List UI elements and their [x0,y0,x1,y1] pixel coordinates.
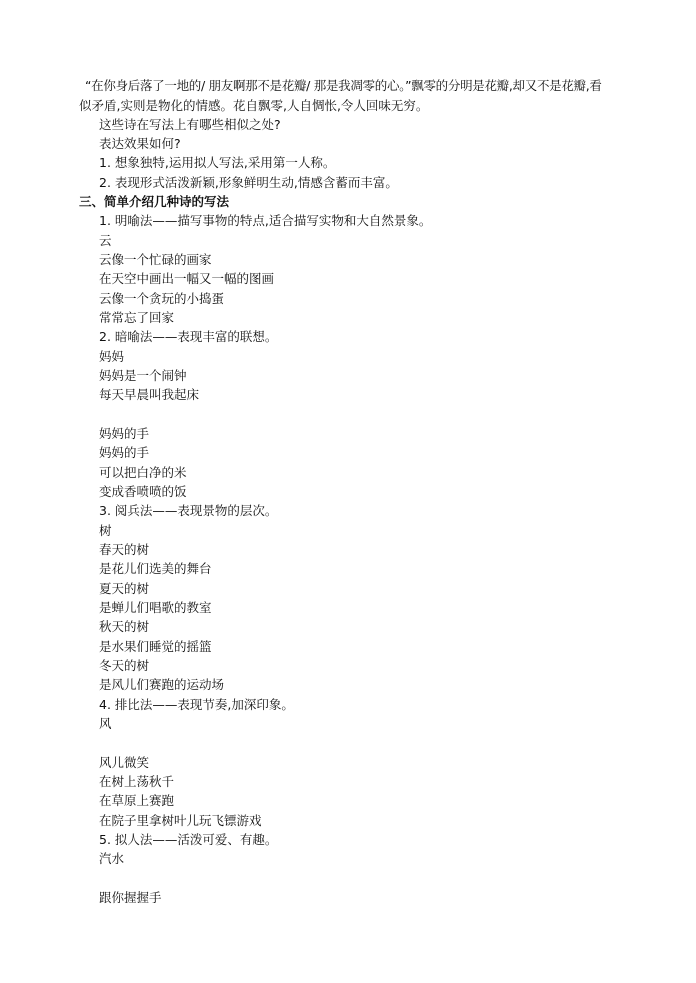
method-5-title: 5. 拟人法——活泼可爱、有趣。 [99,832,278,847]
poem-line: 秋天的树 [99,619,150,634]
poem-line: 是花儿们选美的舞台 [99,561,212,576]
poem-line: 在树上荡秋千 [99,774,175,789]
poem-line: 妈妈是一个闹钟 [99,368,187,383]
poem-line: 每天早晨叫我起床 [99,387,200,402]
poem-line: 在天空中画出一幅又一幅的图画 [99,271,275,286]
poem-line: 树 [99,523,112,538]
intro-line-1: “在你身后落了一地的/ 朋友啊那不是花瓣/ 那是我凋零的心。”飘零的分明是花瓣,却又不是花瓣,看 [85,78,602,93]
question-effect: 表达效果如何? [99,136,181,151]
method-2-title: 2. 暗喻法——表现丰富的联想。 [99,329,278,344]
poem-line: 妈妈的手 [99,445,150,460]
section-heading: 三、简单介绍几种诗的写法 [79,194,230,209]
method-3-title: 3. 阅兵法——表现景物的层次。 [99,503,278,518]
poem-line: 夏天的树 [99,581,150,596]
method-4-title: 4. 排比法——表现节奏,加深印象。 [99,697,294,712]
intro-line-2: 似矛盾,实则是物化的情感。花自飘零,人自惆怅,令人回味无穷。 [79,98,429,113]
poem-line: 风 [99,716,112,731]
question-similarity: 这些诗在写法上有哪些相似之处? [99,117,281,132]
method-1-title: 1. 明喻法——描写事物的特点,适合描写实物和大自然景象。 [99,213,432,228]
poem-line: 云像一个忙碌的画家 [99,252,212,267]
poem-line: 在院子里拿树叶儿玩飞镖游戏 [99,813,262,828]
poem-line: 是水果们睡觉的摇篮 [99,639,212,654]
poem-line: 跟你握握手 [99,890,162,905]
poem-line: 可以把白净的米 [99,465,187,480]
poem-line: 春天的树 [99,542,150,557]
poem-line: 云像一个贪玩的小捣蛋 [99,291,225,306]
poem-line: 妈妈 [99,349,125,364]
poem-line: 冬天的树 [99,658,150,673]
answer-point-1: 1. 想象独特,运用拟人写法,采用第一人称。 [99,155,336,170]
poem-line: 常常忘了回家 [99,310,175,325]
poem-line: 汽水 [99,851,125,866]
poem-line: 是蝉儿们唱歌的教室 [99,600,212,615]
poem-line: 风儿微笑 [99,755,150,770]
answer-point-2: 2. 表现形式活泼新颖,形象鲜明生动,情感含蓄而丰富。 [99,175,398,190]
poem-line: 是风儿们赛跑的运动场 [99,677,225,692]
poem-line: 妈妈的手 [99,426,150,441]
poem-line: 云 [99,233,112,248]
poem-line: 在草原上赛跑 [99,793,175,808]
poem-line: 变成香喷喷的饭 [99,484,187,499]
